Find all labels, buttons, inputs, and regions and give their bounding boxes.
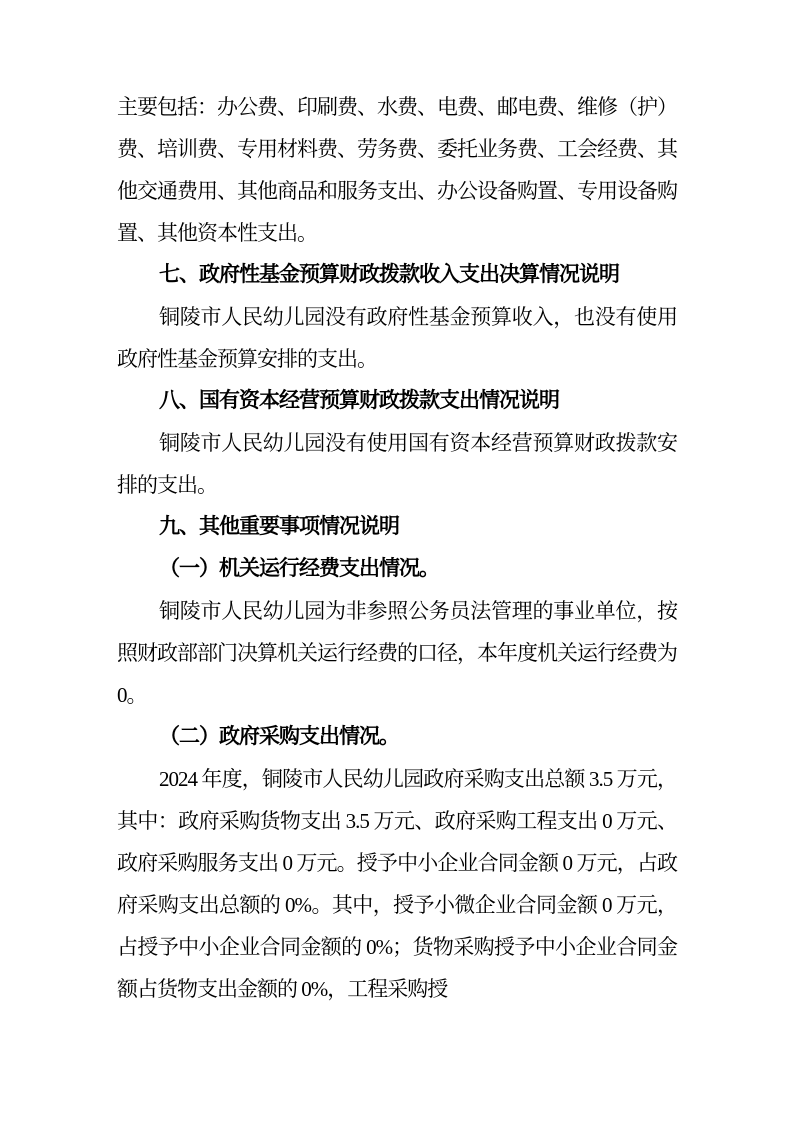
section-heading: 八、国有资本经营预算财政拨款支出情况说明 — [159, 389, 559, 412]
section-heading: 七、政府性基金预算财政拨款收入支出决算情况说明 — [159, 263, 619, 286]
paragraph: 铜陵市人民幼儿园为非参照公务员法管理的事业单位，按照财政部部门决算机关运行经费的口径，本年度机关运行经费为 0。 — [117, 599, 677, 707]
paragraph: 铜陵市人民幼儿园没有使用国有资本经营预算财政拨款安排的支出。 — [117, 431, 677, 497]
document-content — [117, 86, 677, 1010]
paragraph: 主要包括：办公费、印刷费、水费、电费、邮电费、维修（护）费、培训费、专用材料费、劳务费、委托业务费、工会经费、其他交通费用、其他商品和服务支出、办公设备购置、专用设备购置、其他资本性支出。 — [117, 95, 677, 245]
section-heading: （二）政府采购支出情况。 — [159, 725, 399, 748]
paragraph: 铜陵市人民幼儿园没有政府性基金预算收入，也没有使用政府性基金预算安排的支出。 — [117, 305, 677, 371]
paragraph: 2024 年度，铜陵市人民幼儿园政府采购支出总额 3.5 万元，其中：政府采购货物支出 3.5 万元、政府采购工程支出 0 万元、政府采购服务支出 0 万元。授予中小企业合同金额 0 万元，占政府采购支出总额的 0%。其中，授予小微企业合同金额 0 万元，占授予中小企业合同金额的 0%；货物采购授予中小企业合同金额占货物支出金额的 0%，工程采购授 — [117, 767, 677, 1001]
section-heading: 九、其他重要事项情况说明 — [159, 515, 399, 538]
section-heading: （一）机关运行经费支出情况。 — [159, 557, 439, 580]
